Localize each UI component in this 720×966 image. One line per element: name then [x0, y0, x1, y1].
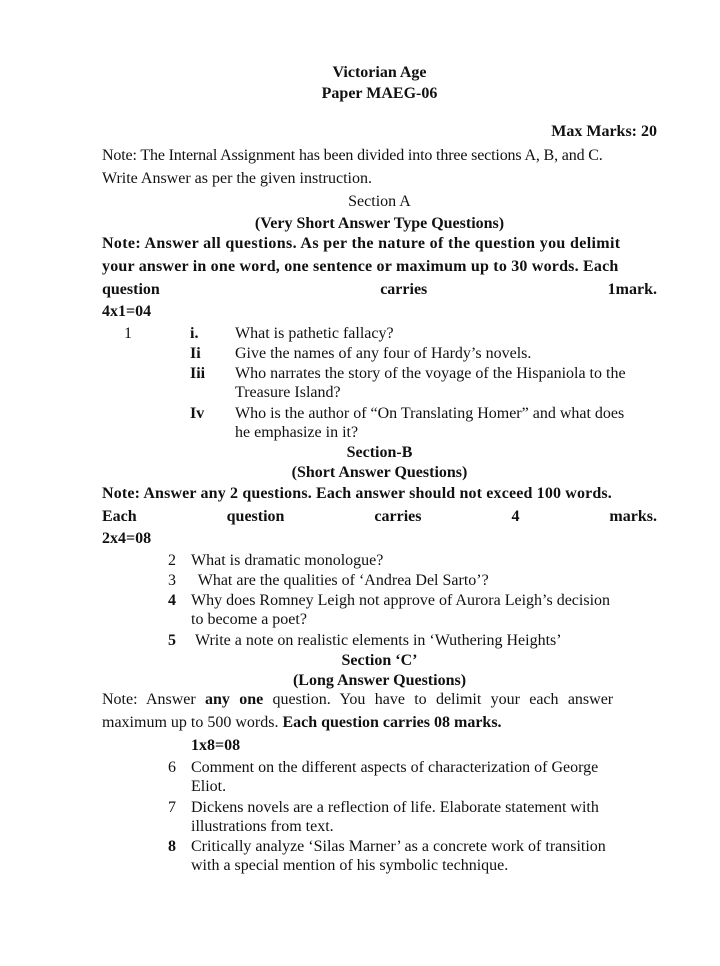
note-emphasis: Each question carries 08 marks. [282, 714, 502, 731]
question-number: 3 [168, 572, 176, 589]
question-text-continued: illustrations from text. [191, 818, 334, 835]
note-text: maximum up to 500 words. [102, 714, 283, 731]
section-c-title: Section ‘C’ [341, 652, 418, 669]
section-b-note-line1: Note: Answer any 2 questions. Each answer should not exceed 100 words. [102, 485, 612, 502]
section-a-note-line3 [102, 280, 657, 300]
note-word: question [102, 281, 160, 298]
question-text-continued: Eliot. [191, 778, 227, 795]
section-c-note-line2 [102, 713, 657, 733]
note-word: 1mark. [607, 281, 657, 298]
question-text-continued: to become a poet? [191, 611, 307, 628]
section-a-note-line2: your answer in one word, one sentence or maximum up to 30 words. Each [102, 258, 619, 275]
question-text: Comment on the different aspects of characterization of George [191, 759, 599, 776]
section-b-note-line2 [102, 507, 657, 527]
section-c-marks: 1x8=08 [191, 737, 241, 754]
question-text: Dickens novels are a reflection of life. Elaborate statement with [191, 799, 599, 816]
question-label: Iv [190, 405, 205, 422]
max-marks: Max Marks: 20 [551, 123, 657, 140]
note-text: question. You have to delimit your each answer [263, 691, 614, 708]
intro-note-line2: Write Answer as per the given instruction. [102, 170, 372, 187]
intro-note-line1: Note: The Internal Assignment has been divided into three sections A, B, and C. [102, 147, 603, 164]
question-text: What is dramatic monologue? [191, 552, 384, 569]
question-number: 2 [168, 552, 176, 569]
question-number: 4 [168, 592, 176, 609]
section-a-note-line1: Note: Answer all questions. As per the nature of the question you delimit [102, 235, 621, 252]
note-text: Note: Answer [102, 691, 206, 708]
section-b-title: Section-B [346, 444, 413, 461]
section-c-note-line1 [102, 690, 657, 710]
question-text: Who is the author of “On Translating Homer” and what does [235, 405, 625, 422]
question-number: 1 [124, 325, 132, 342]
question-text: Write a note on realistic elements in ‘Wuthering Heights’ [195, 632, 562, 649]
question-label: Ii [190, 345, 201, 362]
section-a-subtitle: (Very Short Answer Type Questions) [254, 215, 505, 232]
question-text: Who narrates the story of the voyage of the Hispaniola to the [235, 365, 626, 382]
question-text-continued: he emphasize in it? [235, 424, 359, 441]
note-word: carries [374, 508, 422, 525]
note-word: carries [380, 281, 428, 298]
section-b-subtitle: (Short Answer Questions) [291, 464, 468, 481]
paper-code: Paper MAEG-06 [321, 85, 438, 102]
section-b-marks: 2x4=08 [102, 530, 152, 547]
note-emphasis: any one [205, 691, 264, 708]
question-number: 5 [168, 632, 176, 649]
question-text: What is pathetic fallacy? [235, 325, 394, 342]
note-word: 4 [511, 508, 520, 525]
question-text: Give the names of any four of Hardy’s novels. [235, 345, 532, 362]
section-a-marks: 4x1=04 [102, 303, 152, 320]
note-word: Each [102, 508, 137, 525]
question-number: 6 [168, 759, 176, 776]
note-word: marks. [609, 508, 657, 525]
question-text: Critically analyze ‘Silas Marner’ as a concrete work of transition [191, 838, 606, 855]
question-number: 7 [168, 799, 176, 816]
section-a-title: Section A [348, 193, 411, 210]
question-text-continued: Treasure Island? [235, 384, 341, 401]
note-word: question [226, 508, 285, 525]
section-c-subtitle: (Long Answer Questions) [292, 672, 467, 689]
question-number: 8 [168, 838, 176, 855]
question-label: Iii [190, 365, 206, 382]
question-text: What are the qualities of ‘Andrea Del Sarto’? [194, 572, 489, 589]
document-title: Victorian Age [332, 64, 427, 81]
question-text-continued: with a special mention of his symbolic technique. [191, 857, 509, 874]
question-text: Why does Romney Leigh not approve of Aurora Leigh’s decision [191, 592, 611, 609]
question-label: i. [190, 325, 199, 342]
